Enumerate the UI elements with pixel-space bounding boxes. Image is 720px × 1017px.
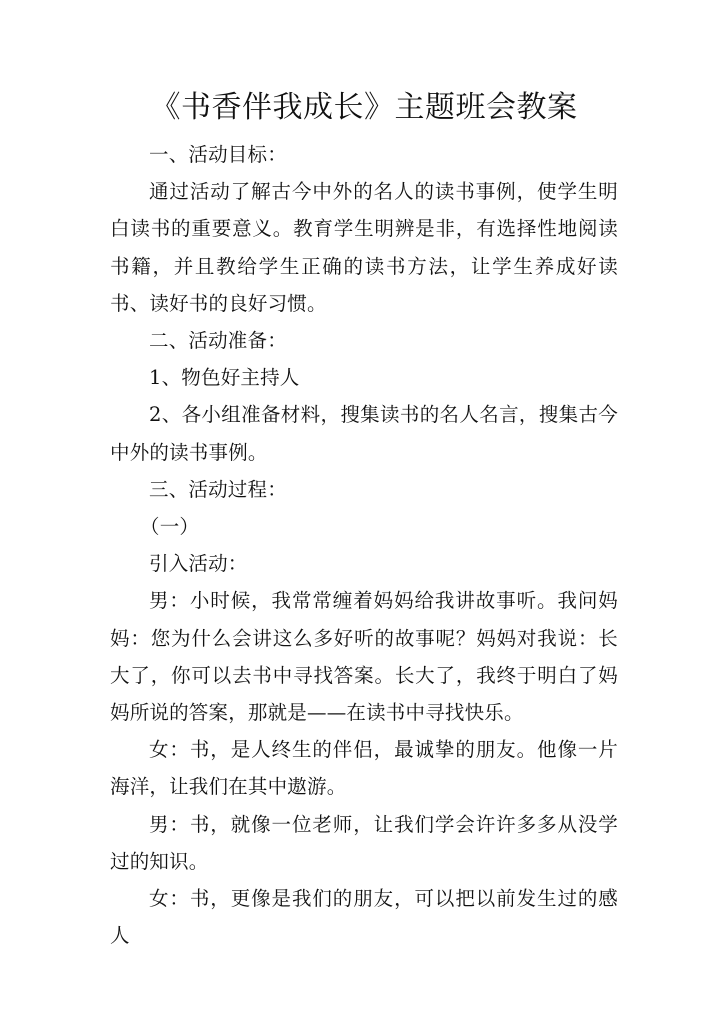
- document-title: 《书香伴我成长》主题班会教案: [150, 90, 578, 125]
- preparation-item-1: 1、物色好主持人: [149, 366, 300, 390]
- dialogue-line-female-1: 女：书，是人终生的伴侣，最诚挚的朋友。他像一片海洋，让我们在其中遨游。: [110, 738, 618, 799]
- section-heading-preparation: 二、活动准备：: [149, 329, 287, 353]
- intro-activity-heading: 引入活动：: [149, 552, 248, 576]
- section-heading-goals: 一、活动目标：: [149, 143, 287, 166]
- preparation-item-2: 2、各小组准备材料，搜集读书的名人名言，搜集古今中外的读书事例。: [110, 403, 618, 464]
- dialogue-line-male-1: 男：小时候，我常常缠着妈妈给我讲故事听。我问妈妈：您为什么会讲这么多好听的故事呢？妈妈对我说：长大了，你可以去书中寻找答案。长大了，我终于明白了妈妈所说的答案，那就是——在读书中寻找快乐。: [110, 589, 618, 725]
- dialogue-line-male-2: 男：书，就像一位老师，让我们学会许许多多从没学过的知识。: [110, 812, 618, 873]
- section-heading-process: 三、活动过程：: [149, 477, 287, 501]
- dialogue-line-female-2: 女：书，更像是我们的朋友，可以把以前发生过的感人: [110, 887, 618, 948]
- process-subsection-1: （一）: [140, 515, 200, 539]
- paragraph-goals: 通过活动了解古今中外的名人的读书事例，使学生明白读书的重要意义。教育学生明辨是非，有选择性地阅读书籍，并且教给学生正确的读书方法，让学生养成好读书、读好书的良好习惯。: [110, 180, 618, 315]
- document-body: [110, 136, 618, 954]
